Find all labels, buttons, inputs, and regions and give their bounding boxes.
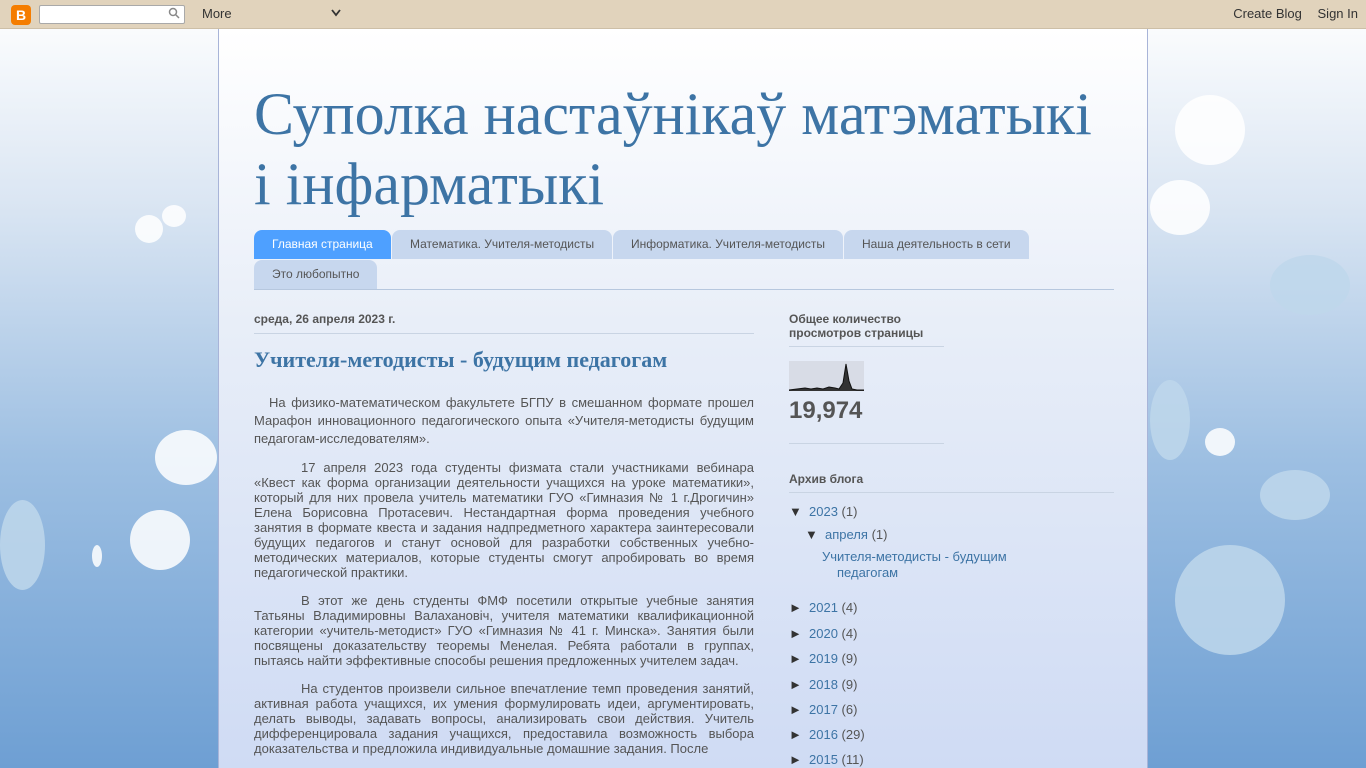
tab-home[interactable]: Главная страница bbox=[254, 230, 391, 259]
archive-count: (1) bbox=[871, 527, 888, 542]
archive-count: (4) bbox=[841, 600, 858, 615]
sign-in-link[interactable]: Sign In bbox=[1317, 6, 1358, 21]
expand-toggle-icon[interactable]: ► bbox=[789, 651, 802, 667]
post-paragraph: В этот же день студенты ФМФ посетили открытые учебные занятия Татьяны Владимировны Валахановіч, учителя математики квалификационной категории «учитель-методист» ГУО «Гимназия № 41 г. Минска». Занятия были посвящены доказательству теоремы Менелая. Ребята работали в группах, пытаясь найти эффективные способы решения предложенных учителем задач. bbox=[254, 593, 754, 668]
tab-interesting[interactable]: Это любопытно bbox=[254, 260, 377, 289]
search-input[interactable] bbox=[39, 5, 185, 24]
archive-year-link[interactable]: 2017 bbox=[809, 701, 838, 717]
archive-year-link[interactable]: 2020 bbox=[809, 626, 838, 641]
archive-count: (6) bbox=[841, 701, 858, 717]
archive-month-link[interactable]: апреля bbox=[825, 527, 868, 542]
create-blog-link[interactable]: Create Blog bbox=[1233, 6, 1302, 21]
expand-toggle-icon[interactable]: ► bbox=[789, 727, 802, 743]
blog-title[interactable]: Суполка настаўнікаў матэматыкі і інфарматыкі bbox=[254, 81, 1092, 217]
archive-year-row bbox=[789, 646, 1114, 671]
tab-online-activity[interactable]: Наша деятельность в сети bbox=[844, 230, 1029, 259]
archive-year-link[interactable]: 2021 bbox=[809, 600, 838, 615]
expand-toggle-icon[interactable]: ► bbox=[789, 626, 802, 641]
sidebar bbox=[789, 312, 1114, 768]
archive-post-link-line[interactable]: Учителя-методисты - будущим bbox=[822, 549, 1007, 564]
archive-month-row bbox=[789, 524, 1114, 546]
navbar-right bbox=[1221, 6, 1358, 21]
search-icon[interactable] bbox=[168, 7, 180, 19]
collapse-toggle-icon[interactable]: ▼ bbox=[805, 527, 818, 542]
pageviews-widget-title: Общее количество просмотров страницы bbox=[789, 312, 944, 347]
post-body bbox=[254, 394, 754, 768]
archive-list bbox=[789, 499, 1114, 768]
post-paragraph: На физико-математическом факультете БГПУ в смешанном формате прошел Марафон инновационного педагогического опыта «Учителя-методисты будущим педагогам-исследователям». bbox=[254, 395, 754, 446]
expand-toggle-icon[interactable]: ► bbox=[789, 600, 802, 615]
expand-toggle-icon[interactable]: ► bbox=[789, 752, 802, 768]
archive-year-row bbox=[789, 697, 1114, 722]
archive-count: (11) bbox=[841, 752, 864, 768]
archive-year-link[interactable]: 2016 bbox=[809, 727, 838, 743]
archive-year-link[interactable]: 2019 bbox=[809, 651, 838, 667]
archive-count: (9) bbox=[841, 676, 858, 692]
archive-year-row bbox=[789, 595, 1114, 621]
archive-count: (9) bbox=[841, 651, 858, 667]
pageviews-count: 19,974 bbox=[789, 397, 863, 424]
archive-year-row bbox=[789, 499, 1114, 524]
main-content bbox=[218, 29, 1148, 768]
archive-year-link[interactable]: 2015 bbox=[809, 752, 838, 768]
archive-year-link[interactable]: 2023 bbox=[809, 504, 838, 519]
archive-count: (1) bbox=[841, 504, 858, 519]
chevron-down-icon[interactable] bbox=[330, 8, 342, 18]
post-paragraph: На студентов произвели сильное впечатление темп проведения занятий, активная работа учащихся, их умения формулировать идеи, аргументировать, делать выводы, задавать вопросы, анализировать свои действия. Учитель дифференцировала задания учащихся, предоставила возможность выбора доказательства и предложила индивидуальные домашние задания. После bbox=[254, 681, 754, 756]
blogger-navbar bbox=[0, 0, 1366, 29]
archive-count: (4) bbox=[841, 626, 858, 641]
archive-post-link-line[interactable]: педагогам bbox=[837, 565, 899, 580]
archive-year-link[interactable]: 2018 bbox=[809, 676, 838, 692]
post-date: среда, 26 апреля 2023 г. bbox=[254, 312, 754, 334]
blogger-logo-icon[interactable]: B bbox=[11, 5, 31, 25]
collapse-toggle-icon[interactable]: ▼ bbox=[789, 504, 802, 519]
tab-informatics-methodists[interactable]: Информатика. Учителя-методисты bbox=[613, 230, 843, 259]
archive-post-link[interactable] bbox=[789, 549, 1049, 581]
page-tabs bbox=[254, 230, 1114, 290]
more-dropdown[interactable]: More bbox=[202, 6, 232, 21]
expand-toggle-icon[interactable]: ► bbox=[789, 676, 802, 692]
archive-year-row bbox=[789, 747, 1114, 768]
expand-toggle-icon[interactable]: ► bbox=[789, 701, 802, 717]
post-paragraph: 17 апреля 2023 года студенты физмата стали участниками вебинара «Квест как форма организации деятельности учащихся на уроке математики», который для них провела учитель математики ГУО «Гимназия № 1 г.Дрогичин» Елена Борисовна Протасевич. Нестандартная форма проведения учебного занятия в формате квеста и задания надпредметного характера заинтересовали будущих педагогов и станут основой для разработки собственных учебно-методических материалов, которые студенты смогут апробировать во время педагогической практики. bbox=[254, 460, 754, 580]
tab-math-methodists[interactable]: Математика. Учителя-методисты bbox=[392, 230, 612, 259]
archive-count: (29) bbox=[841, 727, 865, 743]
archive-year-row bbox=[789, 621, 1114, 646]
archive-year-row bbox=[789, 672, 1114, 697]
archive-years bbox=[789, 595, 1114, 768]
pageviews-sparkline bbox=[789, 361, 864, 391]
archive-widget-title: Архив блога bbox=[789, 472, 1114, 493]
post-title[interactable]: Учителя-методисты - будущим педагогам bbox=[254, 347, 668, 372]
archive-year-row bbox=[789, 722, 1114, 747]
divider bbox=[789, 443, 944, 444]
